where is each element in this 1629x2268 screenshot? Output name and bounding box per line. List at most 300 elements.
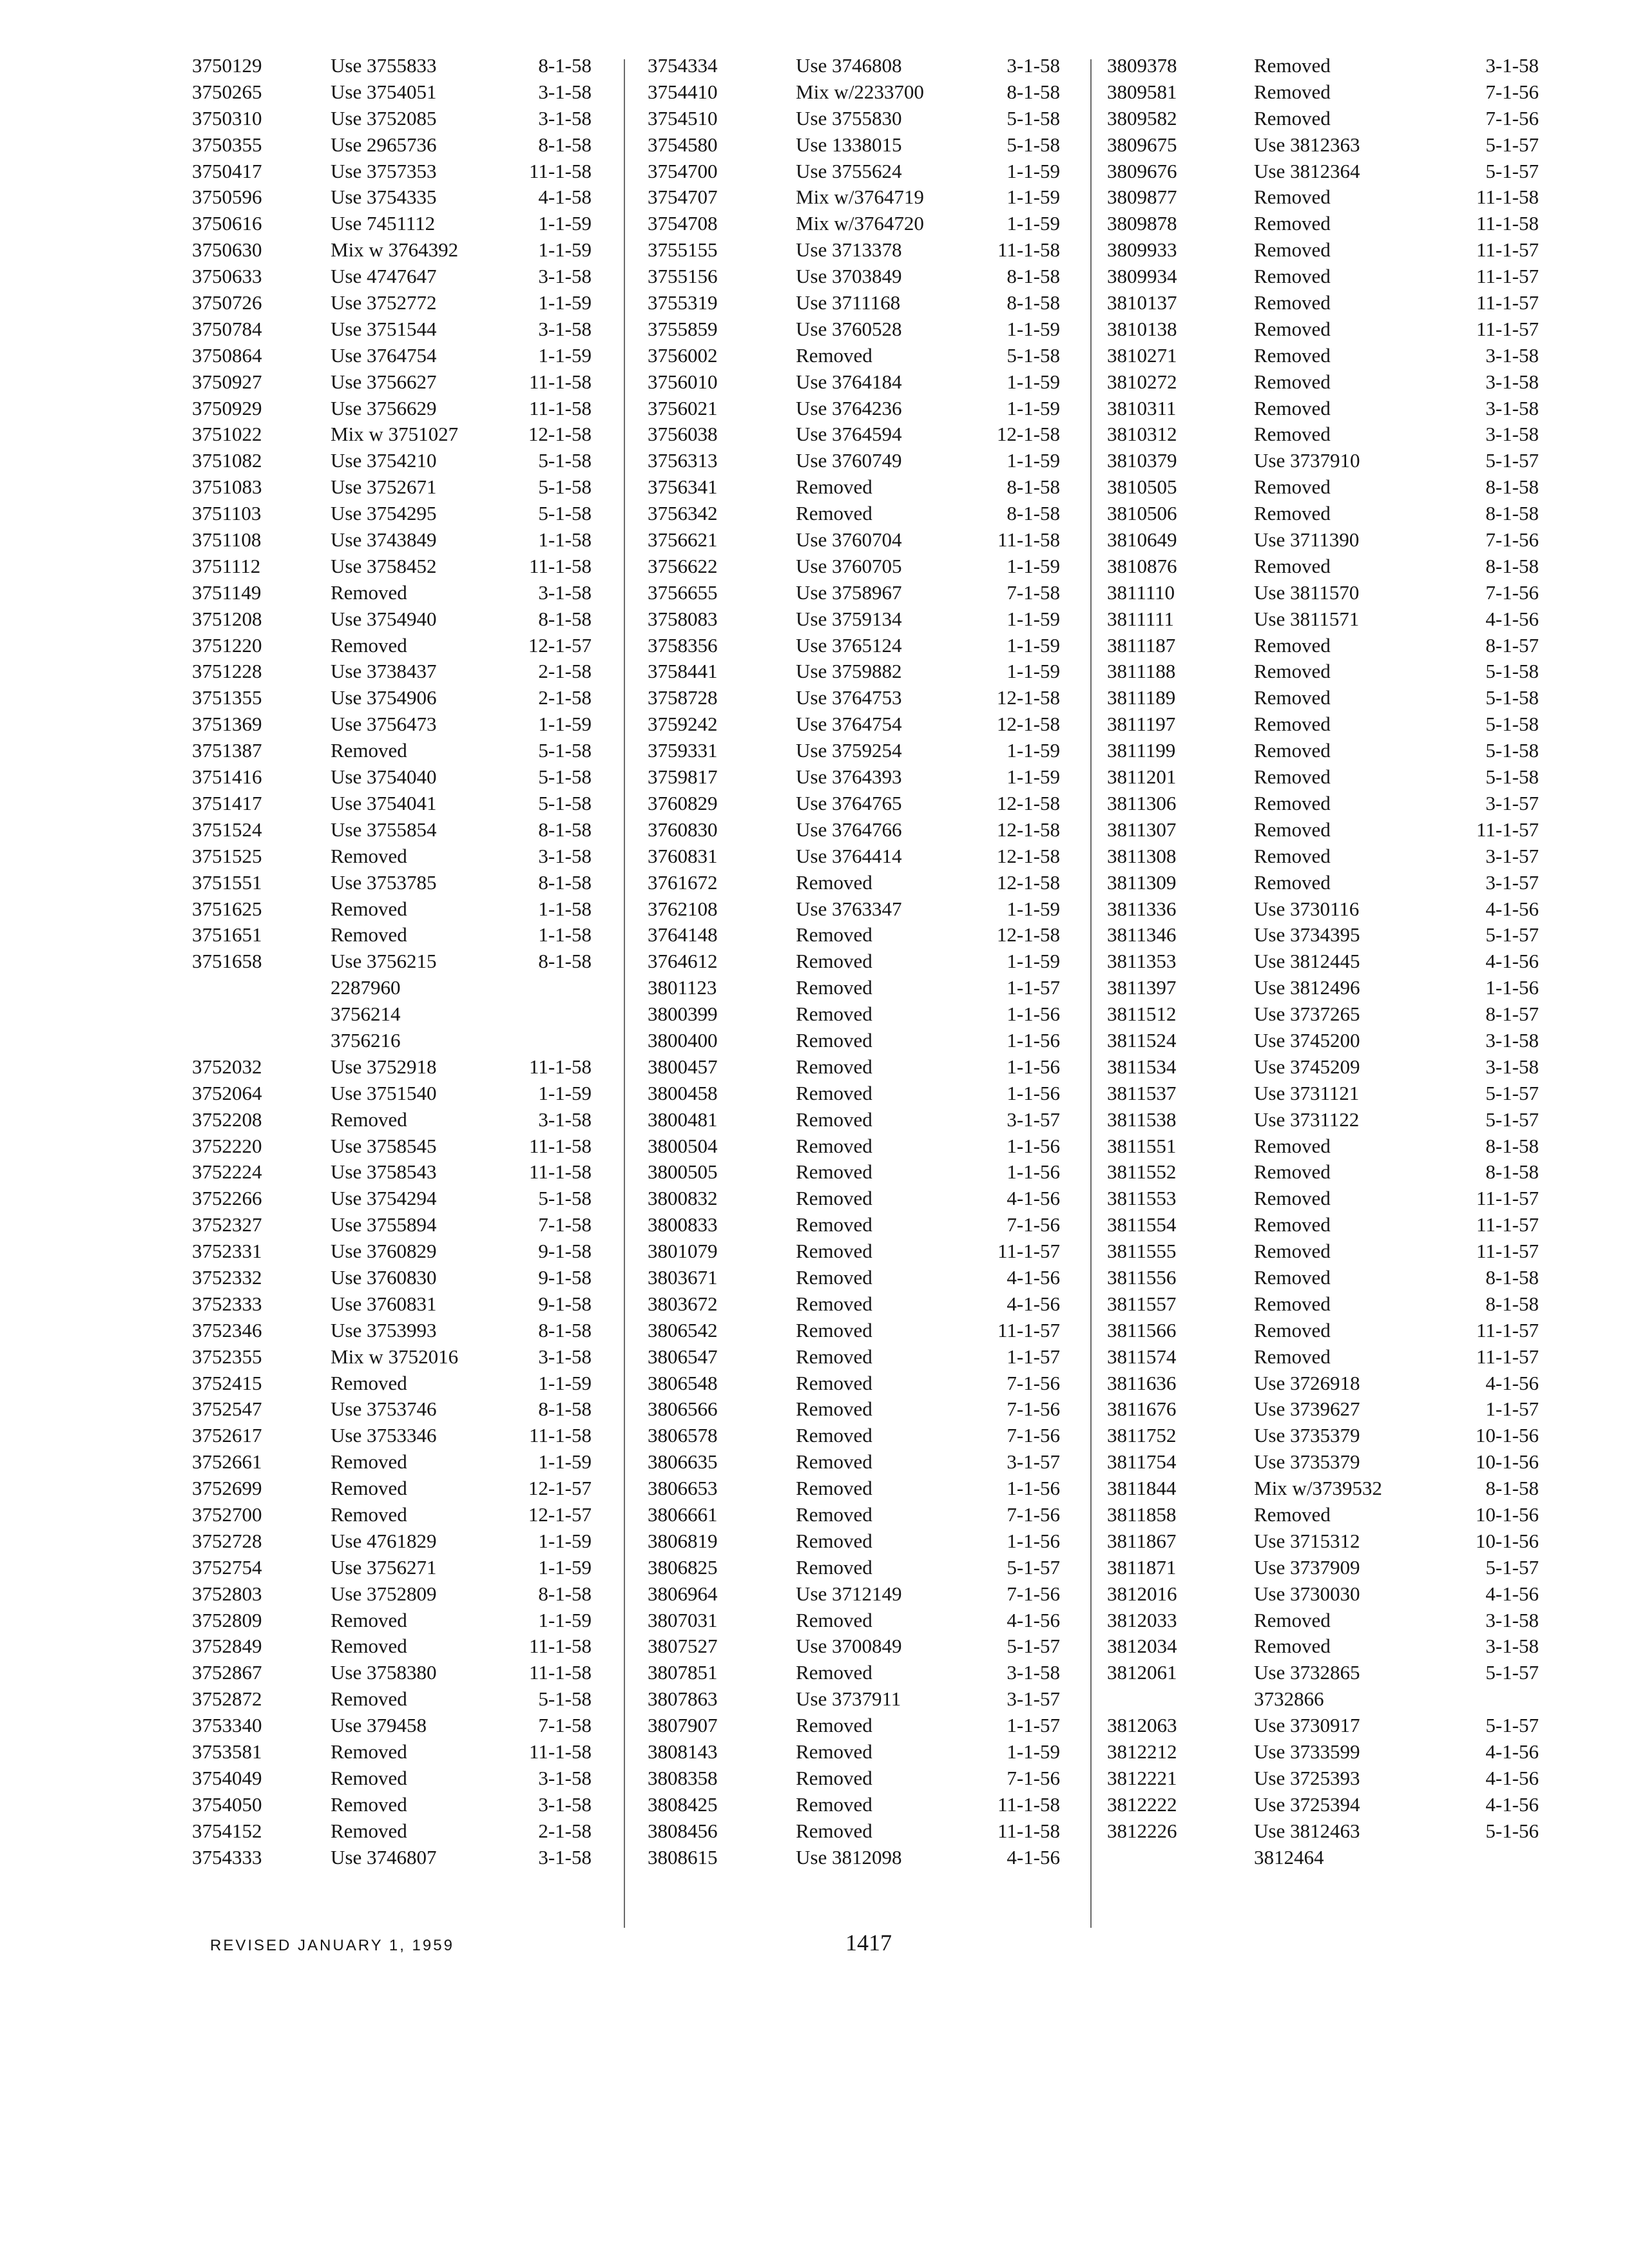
table-row bbox=[192, 738, 606, 764]
effective-date: 1-1-59 bbox=[538, 1529, 592, 1552]
table-row bbox=[1107, 1660, 1552, 1686]
effective-date: 1-1-59 bbox=[538, 212, 592, 235]
table-row bbox=[648, 1370, 1079, 1397]
disposition: Removed bbox=[1254, 423, 1331, 446]
table-row bbox=[1107, 53, 1552, 79]
part-number: 3751525 bbox=[192, 844, 262, 867]
disposition: Use 3754940 bbox=[331, 607, 437, 630]
part-number: 3806548 bbox=[648, 1371, 718, 1394]
disposition: Removed bbox=[1254, 1345, 1331, 1368]
table-row bbox=[1107, 1001, 1552, 1028]
disposition: Use 3759254 bbox=[796, 739, 902, 762]
part-number: 3756010 bbox=[648, 370, 718, 393]
disposition: Removed bbox=[331, 1635, 407, 1658]
effective-date: 5-1-57 bbox=[1485, 159, 1539, 182]
disposition: Use 3760830 bbox=[331, 1265, 437, 1289]
table-row bbox=[648, 1739, 1079, 1765]
part-number: 3751369 bbox=[192, 713, 262, 736]
table-row bbox=[192, 1581, 606, 1608]
table-row bbox=[192, 1633, 606, 1660]
disposition: Use 3731121 bbox=[1254, 1081, 1360, 1104]
part-number: 3811871 bbox=[1107, 1555, 1177, 1579]
part-number: 3806819 bbox=[648, 1529, 718, 1552]
revision-note: REVISED JANUARY 1, 1959 bbox=[210, 1937, 454, 1954]
table-row bbox=[192, 1765, 606, 1792]
disposition: Use 3737265 bbox=[1254, 1003, 1360, 1026]
part-number: 3806653 bbox=[648, 1477, 718, 1500]
table-row bbox=[648, 264, 1079, 290]
table-row bbox=[192, 396, 606, 422]
table-row bbox=[648, 1660, 1079, 1686]
part-number: 3752224 bbox=[192, 1160, 262, 1184]
part-number: 3811199 bbox=[1107, 739, 1176, 762]
table-row bbox=[192, 1028, 606, 1054]
disposition: Removed bbox=[331, 1766, 407, 1789]
part-number: 3811553 bbox=[1107, 1187, 1177, 1210]
part-number: 3800832 bbox=[648, 1187, 718, 1210]
effective-date: 1-1-59 bbox=[538, 238, 592, 262]
part-number: 3811309 bbox=[1107, 870, 1177, 894]
table-row bbox=[1107, 1212, 1552, 1238]
effective-date: 3-1-57 bbox=[1485, 844, 1539, 867]
part-number: 3809878 bbox=[1107, 212, 1177, 235]
effective-date: 3-1-58 bbox=[538, 1845, 592, 1869]
effective-date: 4-1-56 bbox=[1485, 1792, 1539, 1816]
part-number: 3755319 bbox=[648, 291, 718, 314]
table-row bbox=[1107, 1370, 1552, 1397]
table-row bbox=[192, 184, 606, 211]
effective-date: 7-1-56 bbox=[1007, 1371, 1060, 1394]
part-number: 3811554 bbox=[1107, 1213, 1177, 1236]
effective-date: 11-1-58 bbox=[529, 1740, 592, 1763]
disposition: Removed bbox=[1254, 765, 1331, 789]
table-row bbox=[648, 474, 1079, 501]
part-number: 3751524 bbox=[192, 818, 262, 841]
table-row bbox=[192, 1265, 606, 1291]
disposition: Removed bbox=[1254, 1635, 1331, 1658]
effective-date: 4-1-56 bbox=[1007, 1845, 1060, 1869]
table-row bbox=[1107, 975, 1552, 1001]
disposition: Use 3700849 bbox=[796, 1635, 902, 1658]
disposition: Use 3754040 bbox=[331, 765, 437, 789]
table-row bbox=[192, 1291, 606, 1318]
table-row bbox=[1107, 1423, 1552, 1449]
disposition: Removed bbox=[796, 1081, 872, 1104]
part-number: 3811566 bbox=[1107, 1318, 1177, 1341]
effective-date: 9-1-58 bbox=[538, 1292, 592, 1315]
effective-date: 3-1-58 bbox=[1485, 1028, 1539, 1052]
table-row bbox=[1107, 1502, 1552, 1528]
effective-date: 11-1-57 bbox=[1476, 1240, 1539, 1263]
disposition: Removed bbox=[1254, 502, 1331, 525]
part-number: 3754333 bbox=[192, 1845, 262, 1869]
part-number: 3752332 bbox=[192, 1265, 262, 1289]
part-number: 3756002 bbox=[648, 343, 718, 367]
part-number: 3756655 bbox=[648, 581, 718, 604]
effective-date: 12-1-58 bbox=[996, 713, 1060, 736]
part-number: 3811189 bbox=[1107, 686, 1176, 709]
part-number: 3812061 bbox=[1107, 1661, 1177, 1684]
effective-date: 8-1-58 bbox=[1485, 502, 1539, 525]
effective-date: 11-1-57 bbox=[1476, 238, 1539, 262]
disposition: Removed bbox=[796, 976, 872, 999]
disposition: Use 3811570 bbox=[1254, 581, 1360, 604]
part-number: 3810272 bbox=[1107, 370, 1177, 393]
table-row bbox=[648, 1212, 1079, 1238]
disposition: Use 3753346 bbox=[331, 1424, 437, 1447]
table-row bbox=[192, 1555, 606, 1581]
effective-date: 8-1-58 bbox=[538, 607, 592, 630]
table-row bbox=[1107, 211, 1552, 237]
part-number: 3764148 bbox=[648, 923, 718, 947]
effective-date: 8-1-58 bbox=[1485, 476, 1539, 499]
disposition: Use 3760704 bbox=[796, 528, 902, 552]
table-row bbox=[648, 1028, 1079, 1054]
table-row bbox=[648, 421, 1079, 448]
table-row bbox=[1107, 1475, 1552, 1502]
disposition: Removed bbox=[1254, 476, 1331, 499]
table-row bbox=[648, 580, 1079, 606]
part-number: 3759242 bbox=[648, 713, 718, 736]
table-row bbox=[648, 764, 1079, 791]
part-number: 3759817 bbox=[648, 765, 718, 789]
part-number: 3754410 bbox=[648, 80, 718, 103]
table-row bbox=[192, 843, 606, 870]
effective-date: 3-1-58 bbox=[538, 581, 592, 604]
disposition: Use 3730030 bbox=[1254, 1582, 1360, 1605]
part-number: 3810271 bbox=[1107, 343, 1177, 367]
disposition: Removed bbox=[1254, 1608, 1331, 1631]
disposition: Removed bbox=[1254, 1213, 1331, 1236]
effective-date: 1-1-59 bbox=[1007, 212, 1060, 235]
table-row bbox=[1107, 896, 1552, 923]
disposition: Use 3764393 bbox=[796, 765, 902, 789]
disposition: Use 3811571 bbox=[1254, 607, 1360, 630]
table-row bbox=[648, 1502, 1079, 1528]
part-number: 3811556 bbox=[1107, 1265, 1177, 1289]
disposition: Removed bbox=[796, 1213, 872, 1236]
part-number: 3750265 bbox=[192, 80, 262, 103]
part-number: 3810649 bbox=[1107, 528, 1177, 552]
disposition: Mix w 3751027 bbox=[331, 423, 459, 446]
table-row bbox=[192, 1686, 606, 1713]
part-number: 3750310 bbox=[192, 106, 262, 130]
part-number: 3811353 bbox=[1107, 950, 1177, 973]
disposition: Use 3758545 bbox=[331, 1134, 437, 1157]
part-number: 3750927 bbox=[192, 370, 262, 393]
disposition: Use 3735379 bbox=[1254, 1424, 1360, 1447]
effective-date: 1-1-59 bbox=[538, 1555, 592, 1579]
effective-date: 5-1-58 bbox=[1007, 106, 1060, 130]
part-number: 3762108 bbox=[648, 897, 718, 920]
part-number: 3811555 bbox=[1107, 1240, 1177, 1263]
table-row bbox=[648, 1159, 1079, 1186]
effective-date: 1-1-59 bbox=[538, 343, 592, 367]
part-number: 3806825 bbox=[648, 1555, 718, 1579]
part-number: 3758356 bbox=[648, 633, 718, 657]
part-number: 3810311 bbox=[1107, 396, 1177, 419]
disposition: Removed bbox=[796, 1318, 872, 1341]
disposition: Use 3764765 bbox=[796, 791, 902, 814]
part-number: 3809675 bbox=[1107, 133, 1177, 156]
disposition: Removed bbox=[796, 1028, 872, 1052]
disposition: Removed bbox=[796, 1265, 872, 1289]
table-row bbox=[1107, 237, 1552, 264]
table-row bbox=[192, 975, 606, 1001]
part-number: 3808358 bbox=[648, 1766, 718, 1789]
disposition: Removed bbox=[1254, 1240, 1331, 1263]
disposition: Removed bbox=[331, 897, 407, 920]
part-number: 3752728 bbox=[192, 1529, 262, 1552]
effective-date: 1-1-59 bbox=[538, 1450, 592, 1474]
part-number: 3808456 bbox=[648, 1819, 718, 1842]
disposition: Use 3752772 bbox=[331, 291, 437, 314]
effective-date: 8-1-58 bbox=[538, 1582, 592, 1605]
part-number: 3809933 bbox=[1107, 238, 1177, 262]
effective-date: 1-1-59 bbox=[1007, 633, 1060, 657]
table-row bbox=[648, 1713, 1079, 1739]
disposition: Use 3703849 bbox=[796, 265, 902, 288]
effective-date: 10-1-56 bbox=[1475, 1424, 1539, 1447]
effective-date: 1-1-59 bbox=[1007, 396, 1060, 419]
part-number: 3753340 bbox=[192, 1714, 262, 1737]
disposition: Removed bbox=[796, 1424, 872, 1447]
part-number: 3811534 bbox=[1107, 1055, 1177, 1078]
part-number: 3756038 bbox=[648, 423, 718, 446]
table-row bbox=[192, 1081, 606, 1107]
effective-date: 3-1-58 bbox=[1485, 1055, 1539, 1078]
table-row bbox=[192, 922, 606, 948]
table-row bbox=[648, 843, 1079, 870]
effective-date: 4-1-58 bbox=[538, 186, 592, 209]
table-row bbox=[192, 527, 606, 553]
effective-date: 11-1-58 bbox=[529, 159, 592, 182]
effective-date: 8-1-58 bbox=[538, 1398, 592, 1421]
part-number: 3811397 bbox=[1107, 976, 1177, 999]
part-number: 3810379 bbox=[1107, 449, 1177, 472]
table-row bbox=[192, 948, 606, 975]
disposition: Use 3752809 bbox=[331, 1582, 437, 1605]
effective-date: 7-1-56 bbox=[1007, 1766, 1060, 1789]
table-row bbox=[192, 1528, 606, 1555]
disposition: Removed bbox=[331, 1477, 407, 1500]
effective-date: 3-1-58 bbox=[1007, 54, 1060, 77]
disposition: Removed bbox=[1254, 212, 1331, 235]
table-row bbox=[648, 1608, 1079, 1634]
table-row bbox=[192, 553, 606, 580]
table-row bbox=[192, 1107, 606, 1133]
table-row bbox=[648, 1344, 1079, 1370]
table-row bbox=[1107, 369, 1552, 396]
table-row bbox=[648, 53, 1079, 79]
disposition: Use 7451112 bbox=[331, 212, 436, 235]
effective-date: 9-1-58 bbox=[538, 1265, 592, 1289]
part-number: 3800458 bbox=[648, 1081, 718, 1104]
part-number: 3751387 bbox=[192, 739, 262, 762]
table-row bbox=[648, 1081, 1079, 1107]
table-row bbox=[192, 53, 606, 79]
table-row bbox=[192, 1475, 606, 1502]
disposition: Use 3812363 bbox=[1254, 133, 1360, 156]
table-row bbox=[1107, 922, 1552, 948]
part-number: 3800400 bbox=[648, 1028, 718, 1052]
table-row bbox=[1107, 1107, 1552, 1133]
table-row bbox=[192, 343, 606, 369]
disposition: Use 3764766 bbox=[796, 818, 902, 841]
table-row bbox=[648, 237, 1079, 264]
disposition: Removed bbox=[1254, 1503, 1331, 1526]
part-number: 3751022 bbox=[192, 423, 262, 446]
effective-date: 5-1-58 bbox=[1485, 765, 1539, 789]
part-number: 3752220 bbox=[192, 1134, 262, 1157]
part-number: 3812226 bbox=[1107, 1819, 1177, 1842]
disposition: Removed bbox=[331, 633, 407, 657]
table-row bbox=[1107, 159, 1552, 185]
part-number: 3752700 bbox=[192, 1503, 262, 1526]
effective-date: 12-1-58 bbox=[996, 791, 1060, 814]
table-row bbox=[648, 658, 1079, 685]
part-number: 3811346 bbox=[1107, 923, 1177, 947]
table-row bbox=[192, 1370, 606, 1397]
table-row bbox=[648, 711, 1079, 738]
disposition: Removed bbox=[1254, 554, 1331, 577]
effective-date: 1-1-59 bbox=[538, 291, 592, 314]
table-row bbox=[648, 975, 1079, 1001]
effective-date: 5-1-57 bbox=[1485, 923, 1539, 947]
effective-date: 11-1-58 bbox=[1476, 212, 1539, 235]
effective-date: 8-1-58 bbox=[1485, 1265, 1539, 1289]
effective-date: 7-1-58 bbox=[538, 1213, 592, 1236]
effective-date: 4-1-56 bbox=[1007, 1292, 1060, 1315]
table-row bbox=[1107, 527, 1552, 553]
part-number: 3811336 bbox=[1107, 897, 1177, 920]
part-number: 3752032 bbox=[192, 1055, 262, 1078]
part-number: 3756342 bbox=[648, 502, 718, 525]
table-row bbox=[648, 1186, 1079, 1212]
effective-date: 11-1-57 bbox=[1476, 265, 1539, 288]
effective-date: 1-1-59 bbox=[1007, 950, 1060, 973]
part-number: 3760830 bbox=[648, 818, 718, 841]
disposition: Use 3756629 bbox=[331, 396, 437, 419]
table-row bbox=[192, 1396, 606, 1423]
effective-date: 8-1-57 bbox=[1485, 633, 1539, 657]
part-number: 3811306 bbox=[1107, 791, 1177, 814]
part-number: 3751416 bbox=[192, 765, 262, 789]
disposition: Removed bbox=[1254, 660, 1331, 683]
disposition: Use 3759882 bbox=[796, 660, 902, 683]
disposition: Use 3760528 bbox=[796, 317, 902, 340]
disposition: Removed bbox=[1254, 186, 1331, 209]
disposition: Use 3764184 bbox=[796, 370, 902, 393]
part-number: 3750129 bbox=[192, 54, 262, 77]
table-row bbox=[1107, 290, 1552, 316]
part-number: 3812212 bbox=[1107, 1740, 1177, 1763]
table-row bbox=[648, 527, 1079, 553]
part-number: 3811110 bbox=[1107, 581, 1175, 604]
effective-date: 1-1-58 bbox=[538, 923, 592, 947]
disposition: Use 3763347 bbox=[796, 897, 902, 920]
table-row bbox=[1107, 1528, 1552, 1555]
table-row bbox=[192, 1159, 606, 1186]
table-row bbox=[192, 159, 606, 185]
effective-date: 3-1-58 bbox=[1485, 1608, 1539, 1631]
disposition: Use 3759134 bbox=[796, 607, 902, 630]
disposition: Mix w/3764719 bbox=[796, 186, 924, 209]
table-row bbox=[1107, 1608, 1552, 1634]
effective-date: 2-1-58 bbox=[538, 686, 592, 709]
disposition: 3812464 bbox=[1254, 1845, 1324, 1869]
effective-date: 8-1-58 bbox=[1485, 1477, 1539, 1500]
table-row bbox=[1107, 1765, 1552, 1792]
effective-date: 3-1-58 bbox=[538, 265, 592, 288]
disposition: Use 3752671 bbox=[331, 476, 437, 499]
disposition: Removed bbox=[796, 1766, 872, 1789]
part-number: 3810505 bbox=[1107, 476, 1177, 499]
effective-date: 7-1-58 bbox=[1007, 581, 1060, 604]
column-rule bbox=[624, 59, 625, 1928]
table-row bbox=[192, 264, 606, 290]
effective-date: 7-1-56 bbox=[1485, 528, 1539, 552]
table-row bbox=[192, 685, 606, 711]
table-row bbox=[648, 870, 1079, 896]
disposition: Removed bbox=[1254, 291, 1331, 314]
disposition: Use 3745209 bbox=[1254, 1055, 1360, 1078]
disposition: Use 3764754 bbox=[796, 713, 902, 736]
table-row bbox=[192, 1133, 606, 1160]
part-number: 3752333 bbox=[192, 1292, 262, 1315]
part-number: 3752661 bbox=[192, 1450, 262, 1474]
disposition: Use 3812496 bbox=[1254, 976, 1360, 999]
effective-date: 5-1-58 bbox=[1485, 686, 1539, 709]
table-row bbox=[648, 1001, 1079, 1028]
effective-date: 5-1-58 bbox=[1007, 343, 1060, 367]
effective-date: 5-1-58 bbox=[538, 791, 592, 814]
disposition: Mix w/3739532 bbox=[1254, 1477, 1382, 1500]
table-row bbox=[648, 1423, 1079, 1449]
part-number: 3812063 bbox=[1107, 1714, 1177, 1737]
table-row bbox=[648, 606, 1079, 633]
effective-date: 5-1-57 bbox=[1485, 1555, 1539, 1579]
parts-column-2 bbox=[648, 53, 1079, 1870]
disposition: Use 3756473 bbox=[331, 713, 437, 736]
effective-date: 1-1-57 bbox=[1007, 1714, 1060, 1737]
table-row bbox=[1107, 1081, 1552, 1107]
disposition: Use 3754051 bbox=[331, 80, 437, 103]
table-row bbox=[1107, 316, 1552, 343]
disposition: Use 3755894 bbox=[331, 1213, 437, 1236]
effective-date: 11-1-57 bbox=[1476, 1187, 1539, 1210]
disposition: Use 3743849 bbox=[331, 528, 437, 552]
disposition: Use 3755854 bbox=[331, 818, 437, 841]
effective-date: 11-1-57 bbox=[998, 1240, 1060, 1263]
disposition: Use 3737910 bbox=[1254, 449, 1360, 472]
disposition: Use 3764753 bbox=[796, 686, 902, 709]
disposition: Use 3726918 bbox=[1254, 1371, 1360, 1394]
disposition: Use 3760829 bbox=[331, 1240, 437, 1263]
effective-date: 1-1-59 bbox=[1007, 554, 1060, 577]
effective-date: 5-1-58 bbox=[538, 502, 592, 525]
effective-date: 10-1-56 bbox=[1475, 1529, 1539, 1552]
table-row bbox=[648, 1449, 1079, 1475]
part-number: 3811636 bbox=[1107, 1371, 1177, 1394]
part-number: 3808425 bbox=[648, 1792, 718, 1816]
disposition: Removed bbox=[796, 1371, 872, 1394]
table-row bbox=[192, 1054, 606, 1081]
table-row bbox=[1107, 948, 1552, 975]
part-number: 3754334 bbox=[648, 54, 718, 77]
part-number: 3811552 bbox=[1107, 1160, 1177, 1184]
disposition: Removed bbox=[331, 1792, 407, 1816]
